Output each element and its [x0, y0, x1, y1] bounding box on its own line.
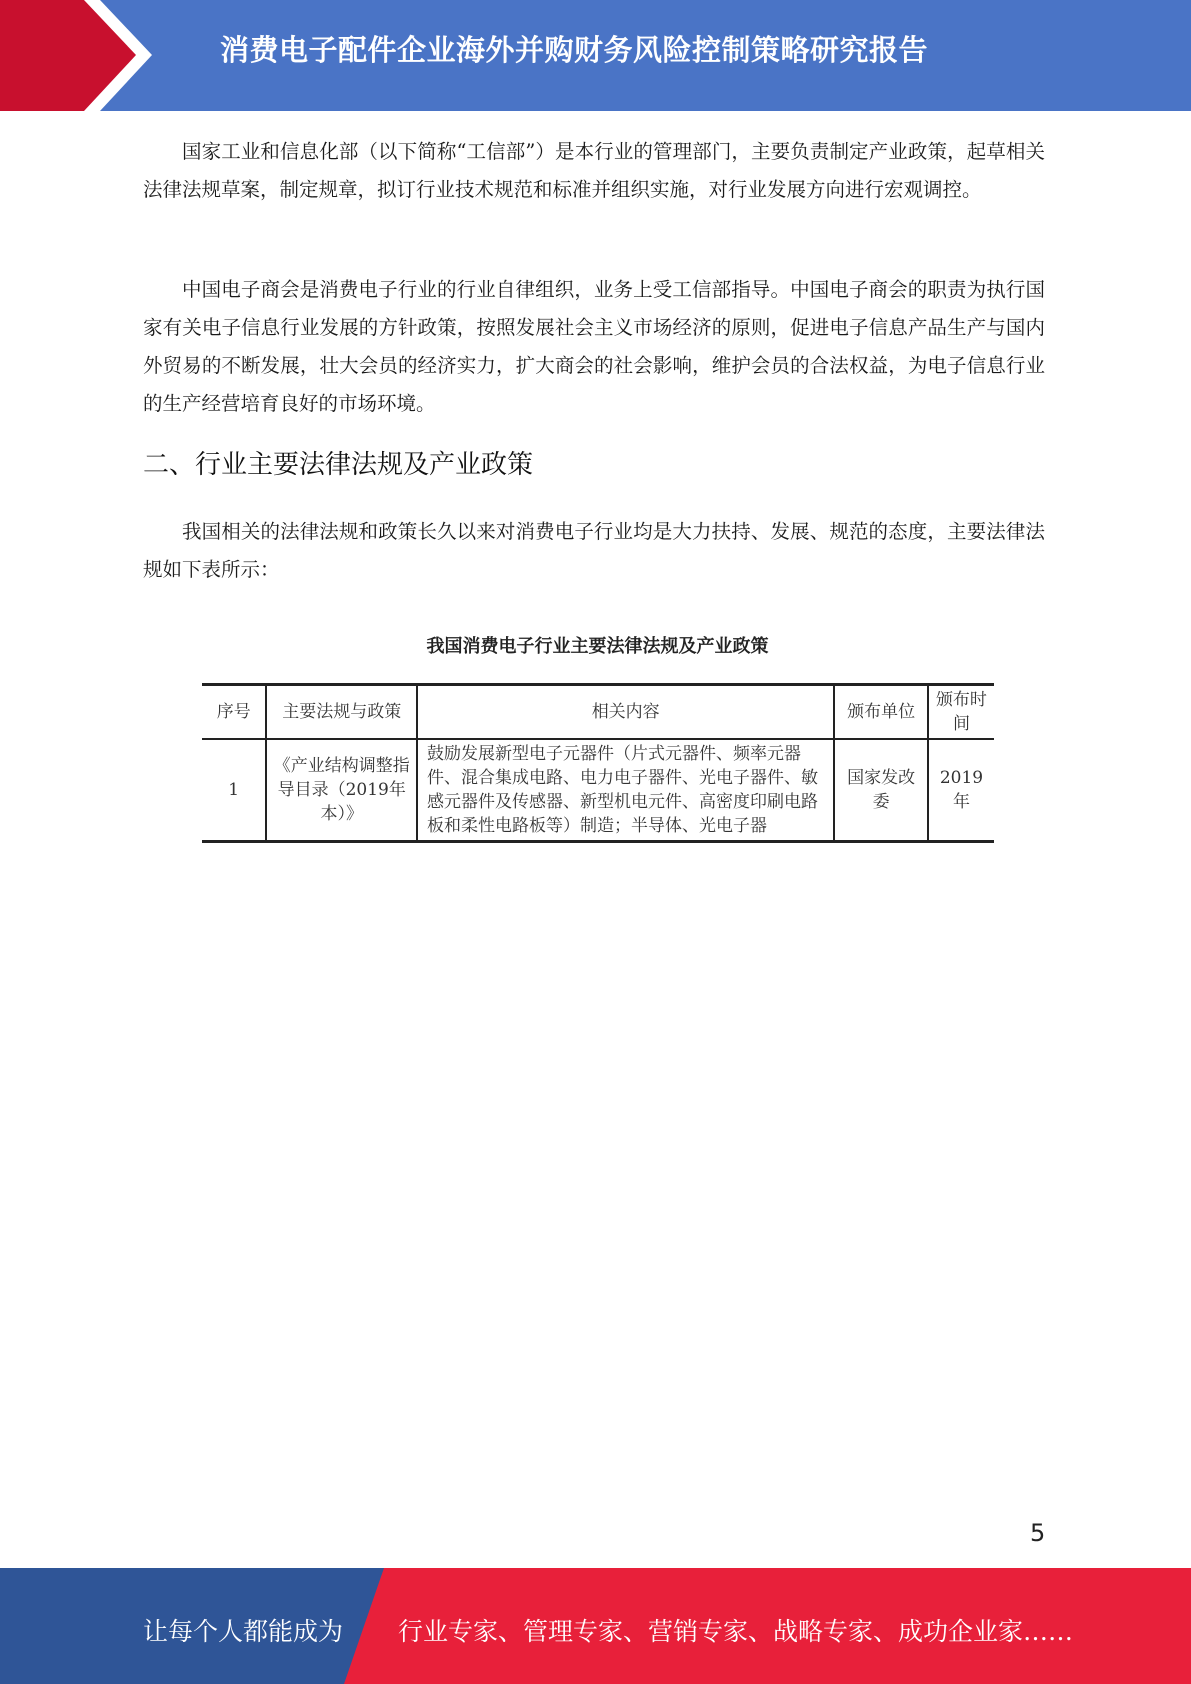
- table-caption: 我国消费电子行业主要法律法规及产业政策: [426, 636, 769, 657]
- cell-date: 2019年: [928, 739, 994, 842]
- footer-slogan-right: 行业专家、管理专家、营销专家、战略专家、成功企业家……: [398, 1617, 1074, 1646]
- section-heading: 二、行业主要法律法规及产业政策: [143, 450, 534, 480]
- header-content: 相关内容: [417, 685, 834, 740]
- cell-policy-name: 《产业结构调整指导目录（2019年本）》: [266, 739, 417, 842]
- header-issuer: 颁布单位: [834, 685, 928, 740]
- header-policy-name: 主要法规与政策: [266, 685, 417, 740]
- header-banner: [0, 0, 1191, 111]
- policy-table: [202, 683, 994, 843]
- cell-no: 1: [202, 739, 266, 842]
- footer-slogan-left: 让每个人都能成为: [143, 1617, 344, 1646]
- paragraph-regulations-intro: 我国相关的法律法规和政策长久以来对消费电子行业均是大力扶持、发展、规范的态度，主要法律法规如下表所示：: [143, 520, 1045, 581]
- table-header-row: [202, 685, 994, 740]
- paragraph-chamber: 中国电子商会是消费电子行业的行业自律组织，业务上受工信部指导。中国电子商会的职责为执行国家有关电子信息行业发展的方针政策，按照发展社会主义市场经济的原则，促进电子信息产品生产与国内外贸易的不断发展，壮大会员的经济实力，扩大商会的社会影响，维护会员的合法权益，为电子信息行业的生产经营培育良好的市场环境。: [143, 278, 1045, 415]
- page-number: 5: [1030, 1519, 1046, 1547]
- header-no: 序号: [202, 685, 266, 740]
- header-date: 颁布时间: [928, 685, 994, 740]
- cell-content: 鼓励发展新型电子元器件（片式元器件、频率元器件、混合集成电路、电力电子器件、光电子器件、敏感元器件及传感器、新型机电元件、高密度印刷电路板和柔性电路板等）制造；半导体、光电子器: [417, 739, 834, 842]
- chevron-decoration-icon: [0, 0, 170, 111]
- paragraph-miit: 国家工业和信息化部（以下简称“工信部”）是本行业的管理部门，主要负责制定产业政策，起草相关法律法规草案，制定规章，拟订行业技术规范和标准并组织实施，对行业发展方向进行宏观调控。: [143, 140, 1045, 201]
- cell-issuer: 国家发改委: [834, 739, 928, 842]
- table-row: [202, 739, 994, 842]
- report-title: 消费电子配件企业海外并购财务风险控制策略研究报告: [220, 33, 929, 67]
- footer-banner: [0, 1568, 1191, 1684]
